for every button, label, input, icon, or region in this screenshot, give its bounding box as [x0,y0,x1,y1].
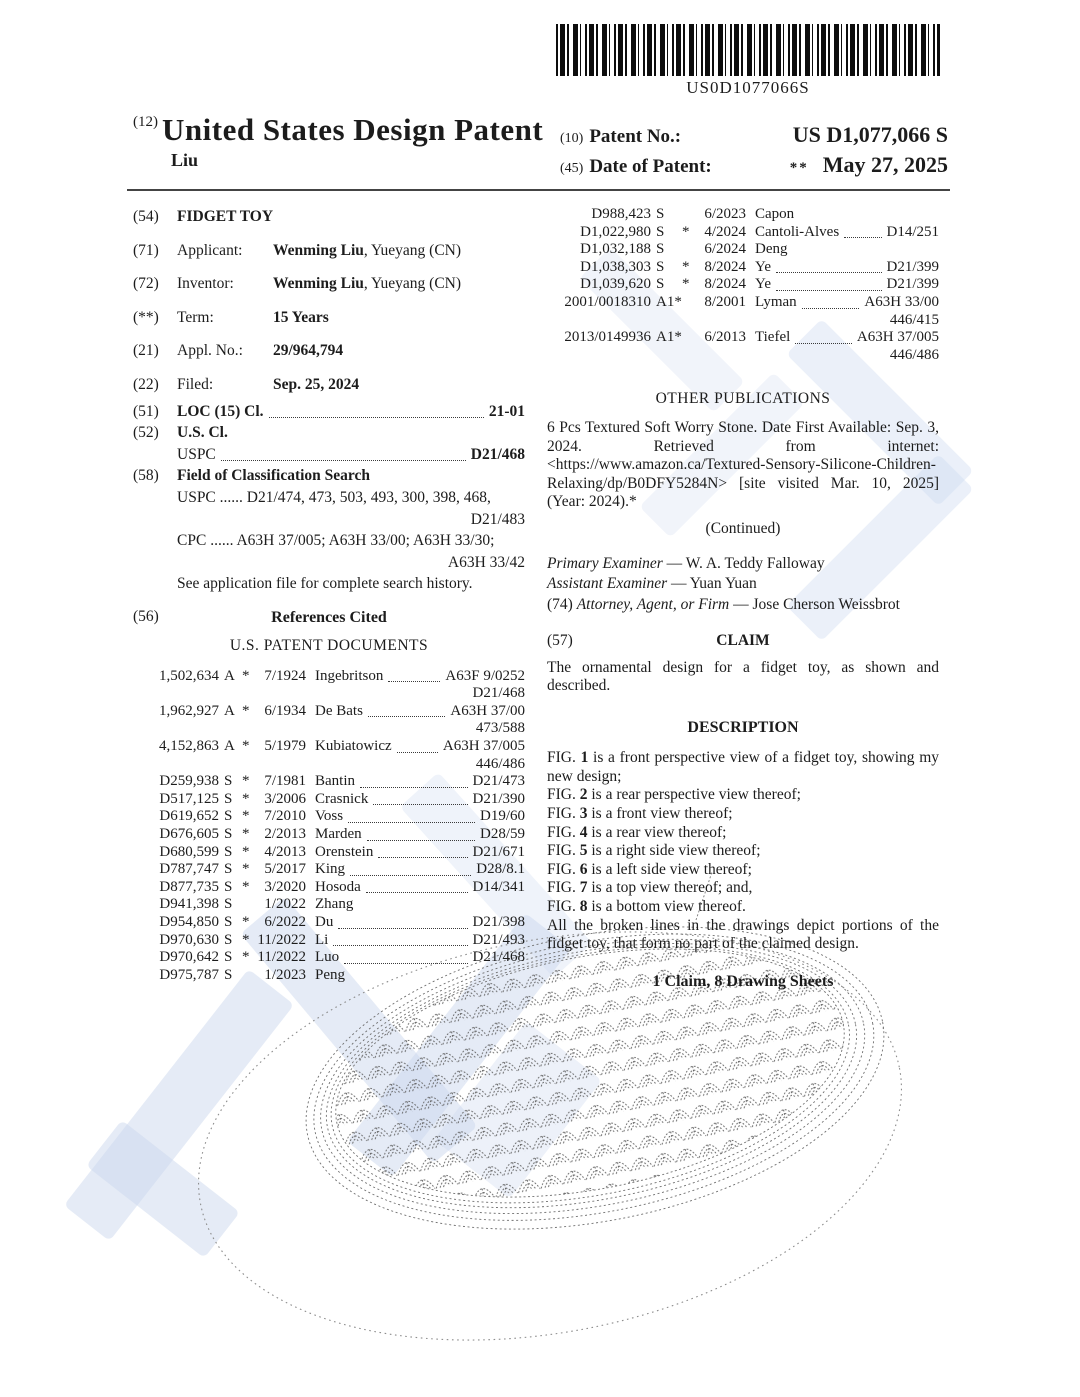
citation-number: 1,962,927 [159,702,219,719]
patent-no-value: US D1,077,066 S [792,122,948,147]
application-number: 29/964,794 [273,342,344,360]
citation-number: D970,630 [159,931,219,948]
dot-leader [360,787,468,788]
left-column [133,208,525,984]
citation-date: 8/2024 [704,258,746,275]
dot-leader [776,290,882,291]
assistant-examiner-label: Assistant Examiner [547,575,668,593]
citation-kind: A1* [656,293,682,310]
citation-row [547,206,939,224]
citation-class: D21/390 [472,790,525,807]
citation-date: 5/2017 [264,861,306,878]
citation-date: 3/2006 [264,790,306,807]
kind-code: (12) [133,114,158,130]
citation-number: D680,599 [159,843,219,860]
citation-date: 4/2024 [704,223,746,240]
citation-class: A63H 37/00 [450,702,525,719]
citation-name: Capon [755,206,795,222]
citation-kind: S [224,949,233,966]
citation-number: D676,605 [159,826,219,843]
field-uspc-value2: D21/483 [470,510,525,528]
citation-star: * [242,808,250,825]
applicant-rest: , Yueyang (CN) [363,241,462,259]
citation-name: Orenstein [315,843,374,860]
field-code: (52) [133,424,159,442]
citation-class: D28/59 [480,826,525,843]
figure-descriptions [547,749,939,916]
term-value: 15 Years [273,308,329,326]
citation-class: D28/8.1 [476,861,525,878]
citation-number: D619,652 [159,808,219,825]
citation-name: Marden [315,826,362,843]
term-extension-marker: ** [789,160,809,176]
field-code: (51) [133,402,159,420]
citation-class-continued: 473/588 [475,720,525,737]
citation-name: Hosoda [315,878,361,895]
invention-title: FIDGET TOY [177,208,274,225]
citation-class-continued: 446/486 [475,755,525,772]
field-code: (54) [133,208,159,225]
citation-star: * [242,702,250,719]
citation-star: * [242,878,250,895]
dot-leader [776,272,882,273]
attorney-label: Attorney, Agent, or Firm [576,595,730,613]
citation-kind: S [224,843,233,860]
date-label: Date of Patent: [589,156,712,177]
citation-star: * [682,223,690,240]
citation-kind: S [656,241,665,258]
filed-row [133,376,525,395]
citation-kind: S [224,931,233,948]
citation-class: D14/251 [886,223,939,240]
citation-kind: S [656,223,665,240]
citation-class: D21/399 [886,276,939,293]
us-patent-documents-right [547,206,939,364]
citation-date: 3/2020 [264,878,306,895]
date-value: May 27, 2025 [822,152,948,177]
citation-name: De Bats [315,702,363,719]
application-number-row [133,342,525,361]
term-row [133,309,525,328]
citation-name: Voss [315,808,344,825]
citation-kind: S [224,790,233,807]
dot-leader [366,892,468,893]
citation-number: D1,038,303 [580,258,651,275]
citation-date: 6/1934 [264,702,306,719]
inventor-rest: , Yueyang (CN) [363,275,462,293]
field-cpc-line [177,532,525,551]
inventor-row [133,275,525,294]
us-patent-documents-left [133,668,525,985]
loc-class-row [133,403,525,422]
citation-row [133,967,525,985]
dot-leader [344,963,467,964]
field-label: Applicant: [177,241,243,259]
citation-name: Lyman [755,293,797,310]
dot-leader [269,417,484,418]
citation-class: D21/399 [886,258,939,275]
attorney-code: (74) [547,595,573,613]
citation-date: 6/2023 [704,206,746,222]
citation-star: * [682,258,690,275]
citation-star: * [242,773,250,790]
citation-number: D941,398 [159,896,219,913]
citation-class-continued: D21/468 [472,685,525,702]
citation-kind: S [224,896,233,913]
citation-class: A63F 9/0252 [445,667,525,684]
citation-row [133,932,525,950]
dot-leader [368,716,445,717]
citation-date: 5/1979 [264,738,306,755]
citation-star: * [242,826,250,843]
citation-class: D21/473 [472,773,525,790]
page-title: United States Design Patent [162,112,544,147]
citation-class: D14/341 [472,878,525,895]
citation-name: Ingebritson [315,667,384,684]
citation-row [133,949,525,967]
citation-date: 11/2022 [257,931,306,948]
citation-number: 1,502,634 [159,667,219,684]
date-code: (45) [560,161,584,176]
applicant-name: Wenming Liu [273,241,364,259]
field-uspc-line [177,489,525,508]
citation-row [133,773,525,791]
citation-kind: S [656,258,665,275]
citation-row [133,914,525,932]
citation-class-continued: 446/486 [889,346,939,363]
citation-number: D1,032,188 [580,241,651,258]
citation-class: D21/468 [472,949,525,966]
figure-description-line: FIG. 1 is a front perspective view of a fidget toy, showing my new design; [547,749,940,785]
citation-date: 6/2024 [704,241,746,258]
citation-name: Crasnick [315,790,369,807]
citation-name: Cantoli-Alves [755,223,840,240]
header-rule [127,189,950,191]
citation-row [133,808,525,826]
references-cited-heading: References Cited [271,608,387,626]
patent-no-code: (10) [560,131,584,146]
barcode-text: US0D1077066S [686,78,810,97]
citation-name: Kubiatowicz [315,738,392,755]
applicant-value [273,242,461,261]
claims-sheets-footer: 1 Claim, 8 Drawing Sheets [652,972,834,990]
barcode [556,24,940,76]
patent-no-label: Patent No.: [589,126,682,147]
citation-date: 7/1981 [264,773,306,790]
references-cited-heading-row [133,608,525,627]
dot-leader [221,460,466,461]
citation-name: Du [315,914,334,930]
claim-heading-row [547,632,939,651]
citation-star: * [242,914,250,930]
primary-examiner-line [547,555,939,574]
primary-examiner-label: Primary Examiner [547,554,663,572]
dot-leader [802,308,860,309]
invention-title-row [133,208,525,227]
inventor-value [273,275,461,294]
dot-leader [397,752,438,753]
figure-description-line: FIG. 7 is a top view thereof; and, [547,879,753,897]
citation-number: 4,152,863 [159,738,219,755]
citation-number: D259,938 [159,773,219,790]
citation-number: D787,747 [159,861,219,878]
field-of-search-row [133,467,525,486]
citation-star: * [242,843,250,860]
field-code: (72) [133,275,159,293]
applicant-row [133,242,525,261]
citation-date: 8/2001 [704,293,746,310]
field-cpc-label: CPC [177,532,207,550]
citation-date: 11/2022 [257,949,306,966]
citation-row [133,826,525,844]
citation-row [133,668,525,686]
search-history-note: See application file for complete search history. [177,575,473,593]
claim-code: (57) [547,632,573,650]
dot-leader: ...... [219,488,243,506]
primary-examiner-value: — W. A. Teddy Falloway [666,554,825,572]
claim-body: The ornamental design for a fidget toy, as shown and described. [547,658,939,695]
citation-star: * [242,790,250,807]
field-of-search-label: Field of Classification Search [177,467,371,485]
uspc-value: D21/468 [470,445,525,463]
figure-description-line: FIG. 8 is a bottom view thereof. [547,898,746,915]
field-label: Filed: [177,375,214,393]
inventor-surname: Liu [171,150,199,170]
citation-date: 1/2022 [264,896,306,913]
description-heading: DESCRIPTION [687,719,799,737]
field-label: Appl. No.: [177,342,243,360]
field-cpc-value: A63H 37/005; A63H 33/00; A63H 33/30; [236,532,495,550]
citation-kind: A1* [656,329,682,346]
header-right [560,122,948,182]
citation-kind: S [224,808,233,825]
citation-class: D19/60 [480,808,525,825]
citation-row [547,294,939,312]
citation-class: D21/493 [472,931,525,948]
field-code: (56) [133,607,159,625]
citation-class: D21/671 [472,843,525,860]
citation-name: Deng [755,241,788,258]
attorney-line [547,596,939,615]
citation-number: 2001/0018310 [564,293,651,310]
citation-kind: S [224,914,233,930]
figure-description-line: FIG. 5 is a right side view thereof; [547,842,761,860]
citation-row [547,329,939,347]
assistant-examiner-line [547,575,939,594]
citation-name: Tiefel [755,329,791,346]
citation-class: A63H 33/00 [864,293,939,310]
filed-date: Sep. 25, 2024 [273,375,360,393]
inventor-name: Wenming Liu [273,275,364,293]
citation-row [547,224,939,242]
citation-row [547,241,939,259]
patent-date-row [560,152,948,178]
dot-leader [844,237,881,238]
citation-name: Ye [755,276,771,293]
citation-class-continued: 446/415 [889,311,939,328]
citation-kind: S [224,878,233,895]
dot-leader [373,804,467,805]
citation-name: Li [315,931,329,948]
citation-kind: S [224,861,233,878]
citation-name: Luo [315,949,340,966]
citation-number: D970,642 [159,949,219,966]
dot-leader [338,928,467,929]
citation-kind: S [656,206,665,222]
field-uspc-value: D21/474, 473, 503, 493, 300, 398, 468, [246,488,491,506]
citation-kind: S [224,826,233,843]
dot-leader [367,840,475,841]
citation-row [133,703,525,721]
field-uspc-label: USPC [177,488,216,506]
field-cpc-value2: A63H 33/42 [447,553,525,571]
field-code: (21) [133,342,159,360]
us-class-row [133,424,525,443]
figure-description-line: FIG. 2 is a rear perspective view thereof; [547,786,801,804]
citation-kind: S [224,966,233,983]
other-publications-body: 6 Pcs Textured Soft Worry Stone. Date First Available: Sep. 3, 2024. Retrieved from internet: <https://www.amazon.ca/Textured-Sensory-Silicone-Children-Relaxing/dp/B0DFY5284N> [site visited Mar. 10, 2025] (Year: 2024).* [547,418,939,511]
dot-leader [388,681,440,682]
citation-row [547,276,939,294]
citation-row [133,861,525,879]
dot-leader [333,945,467,946]
figure-description-line: FIG. 3 is a front view thereof; [547,805,733,823]
citation-name: Ye [755,258,771,275]
attorney-value: — Jose Cherson Weissbrot [733,595,900,613]
citation-date: 7/2010 [264,808,306,825]
dot-leader [795,343,852,344]
citation-star: * [682,276,690,293]
field-code: (58) [133,467,159,485]
citation-star: * [242,738,250,755]
citation-name: King [315,861,345,878]
continued-note: (Continued) [705,519,781,537]
us-patent-documents-heading: U.S. PATENT DOCUMENTS [229,637,429,655]
citation-date: 7/1924 [264,667,306,684]
citation-date: 6/2013 [704,329,746,346]
assistant-examiner-value: — Yuan Yuan [671,575,757,593]
patent-number-row [560,122,948,148]
claim-heading: CLAIM [716,632,770,650]
citation-date: 4/2013 [264,843,306,860]
right-column [547,206,939,991]
uspc-label: USPC [177,445,216,463]
field-code: (**) [133,308,159,326]
citation-number: D517,125 [159,790,219,807]
citation-number: D954,850 [159,914,219,930]
citation-row [133,738,525,756]
citation-star: * [242,949,250,966]
citation-date: 1/2023 [264,966,306,983]
citation-row [133,844,525,862]
citation-date: 8/2024 [704,276,746,293]
dot-leader [350,875,471,876]
citation-date: 6/2022 [264,914,306,930]
loc-value: 21-01 [488,402,525,420]
citation-row [133,896,525,914]
citation-number: D1,039,620 [580,276,651,293]
citation-number: D975,787 [159,966,219,983]
citation-number: 2013/0149936 [564,329,651,346]
citation-name: Peng [315,966,345,983]
citation-row [133,791,525,809]
citation-row [547,259,939,277]
header-left [133,112,543,171]
citation-class: A63H 37/005 [442,738,525,755]
citation-date: 2/2013 [264,826,306,843]
citation-kind: A [224,738,235,755]
field-code: (71) [133,241,159,259]
citation-class: A63H 37/005 [856,329,939,346]
figure-description-line: FIG. 4 is a rear view thereof; [547,823,727,841]
citation-number: D988,423 [591,206,651,222]
citation-kind: A [224,702,235,719]
citation-class: D21/398 [472,914,525,930]
figure-description-line: FIG. 6 is a left side view thereof; [547,860,752,878]
citation-kind: S [656,276,665,293]
uspc-row [177,446,525,465]
citation-star: * [242,667,250,684]
citation-number: D1,022,980 [580,223,651,240]
citation-name: Bantin [315,773,355,790]
dot-leader [378,857,467,858]
citation-star: * [242,861,250,878]
field-label: Term: [177,308,214,326]
loc-label: LOC (15) Cl. [177,402,264,420]
dot-leader [348,822,475,823]
dot-leader: ...... [210,532,234,550]
citation-star: * [242,931,250,948]
field-code: (22) [133,375,159,393]
citation-kind: A [224,667,235,684]
field-label: Inventor: [177,275,234,293]
citation-row [133,879,525,897]
citation-name: Zhang [315,896,354,913]
other-publications-heading: OTHER PUBLICATIONS [655,390,831,408]
uscl-label: U.S. Cl. [177,424,228,442]
citation-number: D877,735 [159,878,219,895]
citation-kind: S [224,773,233,790]
broken-lines-note: All the broken lines in the drawings depict portions of the fidget toy, that form no part of the claimed design. [547,916,939,953]
